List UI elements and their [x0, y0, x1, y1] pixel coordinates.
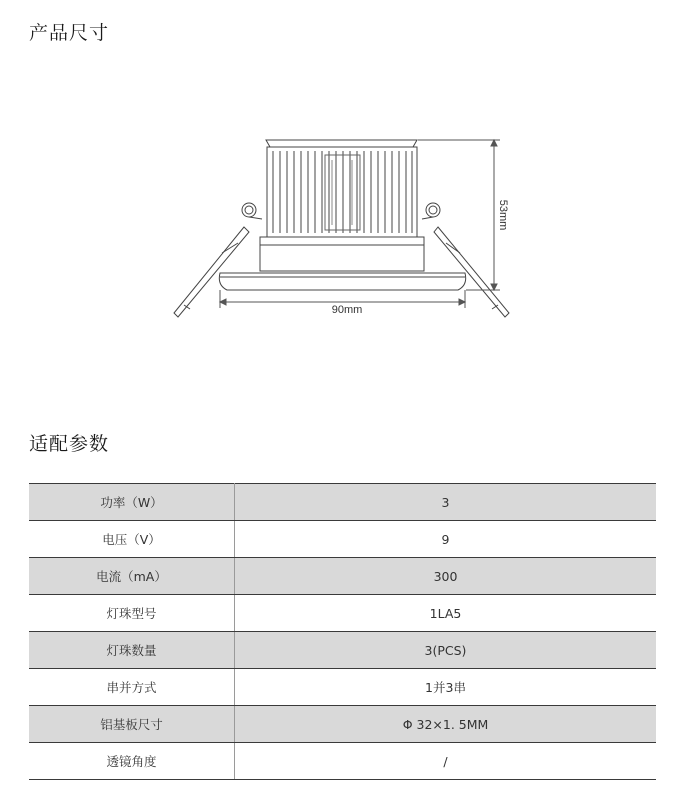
height-dimension — [418, 140, 500, 290]
table-row — [29, 669, 656, 706]
spec-value: Φ 32×1. 5MM — [235, 706, 657, 743]
spec-value: / — [235, 743, 657, 780]
heat-sink-fins — [273, 151, 412, 233]
width-label: 90mm — [331, 304, 363, 316]
spec-label: 灯珠数量 — [29, 632, 235, 669]
table-row — [29, 706, 656, 743]
spec-table — [29, 483, 656, 780]
spec-value: 3(PCS) — [235, 632, 657, 669]
heat-sink — [267, 147, 417, 237]
spec-label: 电流（mA） — [29, 558, 235, 595]
spec-value: 1LA5 — [235, 595, 657, 632]
table-row — [29, 595, 656, 632]
spec-label: 功率（W） — [29, 484, 235, 521]
spec-value: 1并3串 — [235, 669, 657, 706]
table-row — [29, 632, 656, 669]
left-spring-clip — [174, 203, 262, 317]
compatible-params-title: 适配参数 — [29, 433, 110, 455]
table-row — [29, 743, 656, 780]
top-cap — [266, 140, 417, 147]
table-row — [29, 484, 656, 521]
lamp-flange — [219, 273, 465, 290]
table-row — [29, 521, 656, 558]
spec-value: 300 — [235, 558, 657, 595]
lamp-collar — [260, 237, 424, 271]
product-size-title: 产品尺寸 — [29, 22, 110, 44]
spec-value: 9 — [235, 521, 657, 558]
spec-label: 串并方式 — [29, 669, 235, 706]
spec-label: 透镜角度 — [29, 743, 235, 780]
spec-label: 灯珠型号 — [29, 595, 235, 632]
table-row — [29, 558, 656, 595]
spec-label: 电压（V） — [29, 521, 235, 558]
dimension-diagram — [160, 125, 540, 335]
spec-value: 3 — [235, 484, 657, 521]
spec-label: 铝基板尺寸 — [29, 706, 235, 743]
height-label: 53mm — [497, 199, 509, 231]
